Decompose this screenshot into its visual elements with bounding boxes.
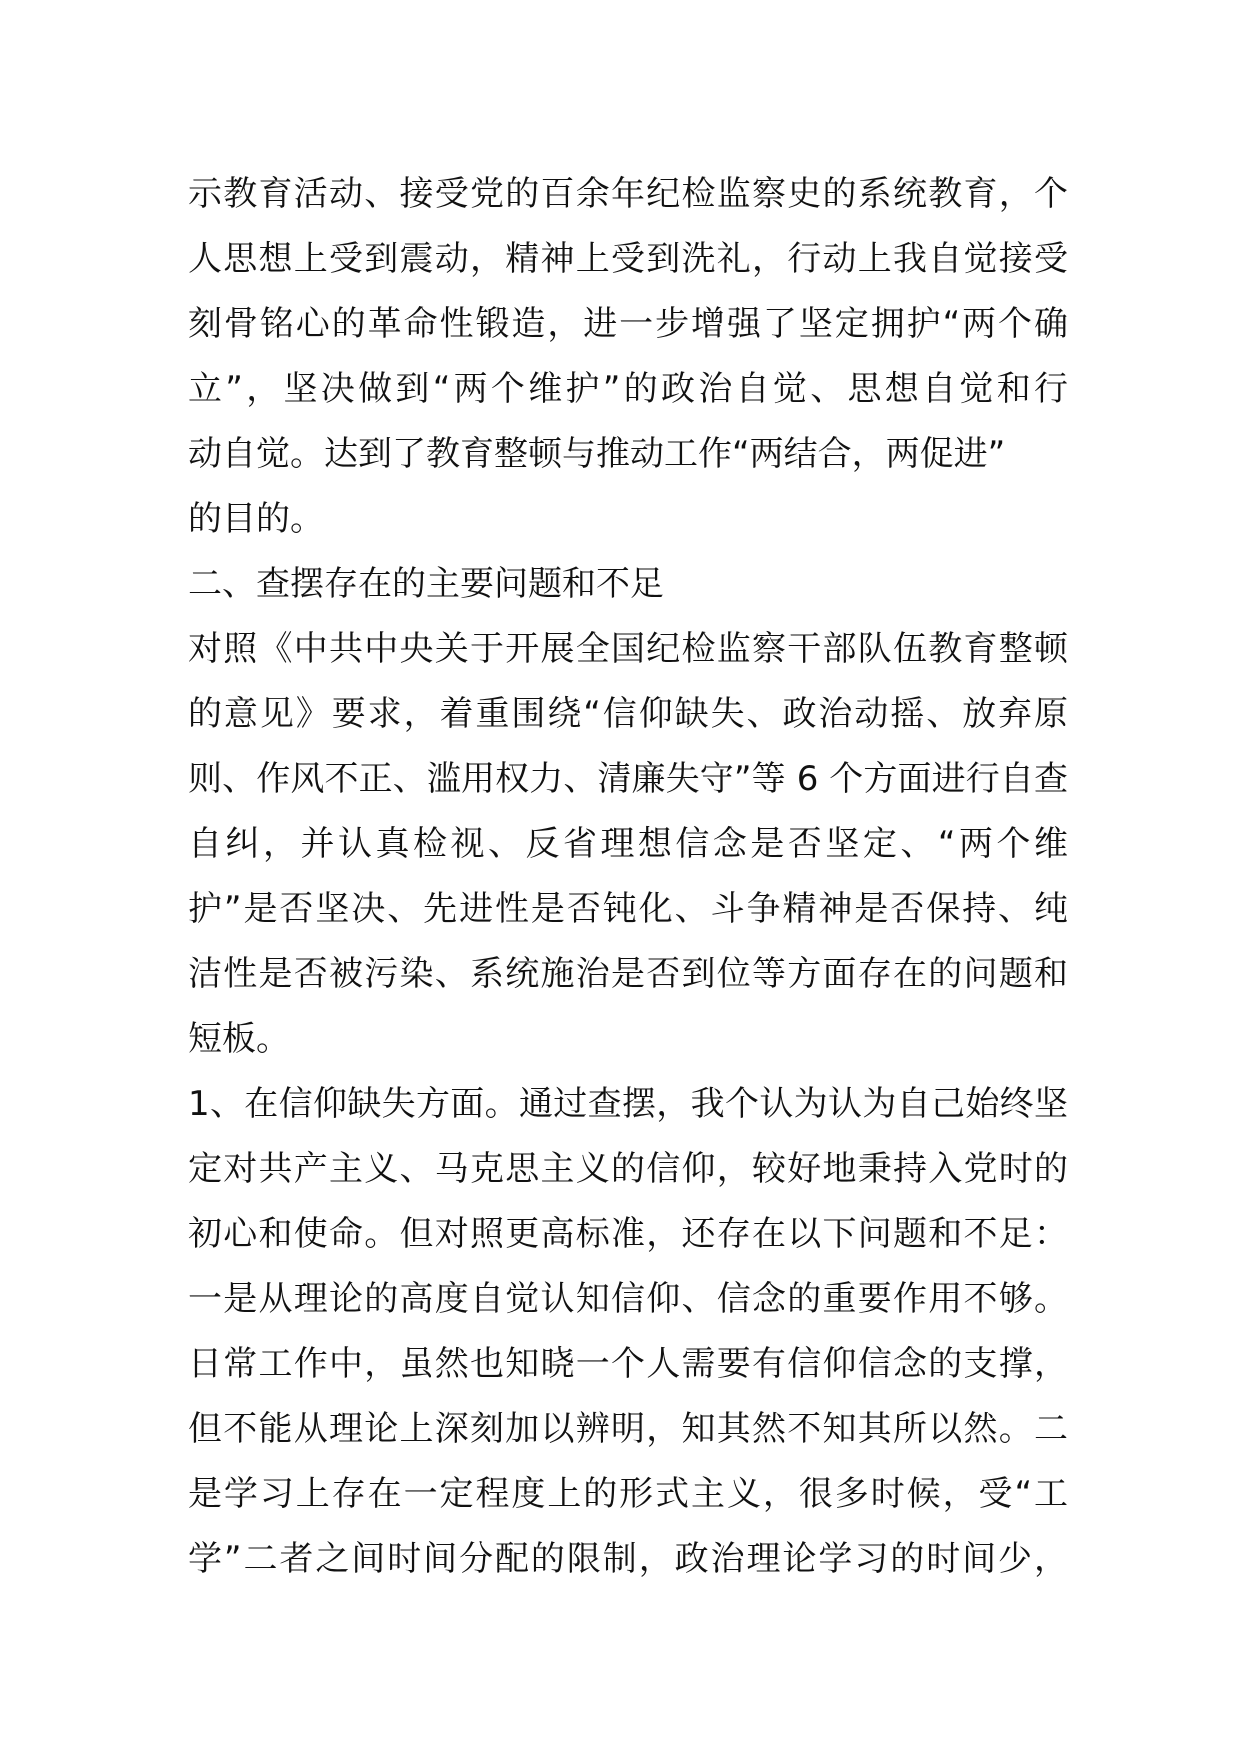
text-line: 示教育活动、接受党的百余年纪检监察史的系统教育，个 xyxy=(188,174,1068,214)
text-line: 1、在信仰缺失方面。通过查摆，我个认为认为自己始终坚 xyxy=(188,1084,1068,1124)
text-line: 自纠，并认真检视、反省理想信念是否坚定、“两个维 xyxy=(188,824,1068,864)
body-text xyxy=(188,162,1068,1592)
text-line: 立”，坚决做到“两个维护”的政治自觉、思想自觉和行 xyxy=(188,369,1068,409)
text-line: 刻骨铭心的革命性锻造，进一步增强了坚定拥护“两个确 xyxy=(188,304,1068,344)
text-line: 定对共产主义、马克思主义的信仰，较好地秉持入党时的 xyxy=(188,1149,1068,1189)
text-line: 学”二者之间时间分配的限制，政治理论学习的时间少， xyxy=(188,1539,1068,1579)
text-line: 日常工作中，虽然也知晓一个人需要有信仰信念的支撑， xyxy=(188,1344,1068,1384)
text-line: 人思想上受到震动，精神上受到洗礼，行动上我自觉接受 xyxy=(188,239,1068,279)
section-heading: 二、查摆存在的主要问题和不足 xyxy=(188,564,664,604)
text-line: 则、作风不正、滥用权力、清廉失守”等 6 个方面进行自查 xyxy=(188,759,1068,799)
text-line: 短板。 xyxy=(188,1019,290,1059)
text-line: 是学习上存在一定程度上的形式主义，很多时候，受“工 xyxy=(188,1474,1068,1514)
text-line: 的意见》要求，着重围绕“信仰缺失、政治动摇、放弃原 xyxy=(188,694,1068,734)
text-line: 的目的。 xyxy=(188,499,324,539)
text-line: 初心和使命。但对照更高标准，还存在以下问题和不足： xyxy=(188,1214,1068,1254)
text-line: 护”是否坚决、先进性是否钝化、斗争精神是否保持、纯 xyxy=(188,889,1068,929)
text-line: 但不能从理论上深刻加以辨明，知其然不知其所以然。二 xyxy=(188,1409,1068,1449)
text-line: 对照《中共中央关于开展全国纪检监察干部队伍教育整顿 xyxy=(188,629,1068,669)
text-line: 洁性是否被污染、系统施治是否到位等方面存在的问题和 xyxy=(188,954,1068,994)
text-line: 动自觉。达到了教育整顿与推动工作“两结合，两促进” xyxy=(188,434,1006,474)
text-line: 一是从理论的高度自觉认知信仰、信念的重要作用不够。 xyxy=(188,1279,1068,1319)
